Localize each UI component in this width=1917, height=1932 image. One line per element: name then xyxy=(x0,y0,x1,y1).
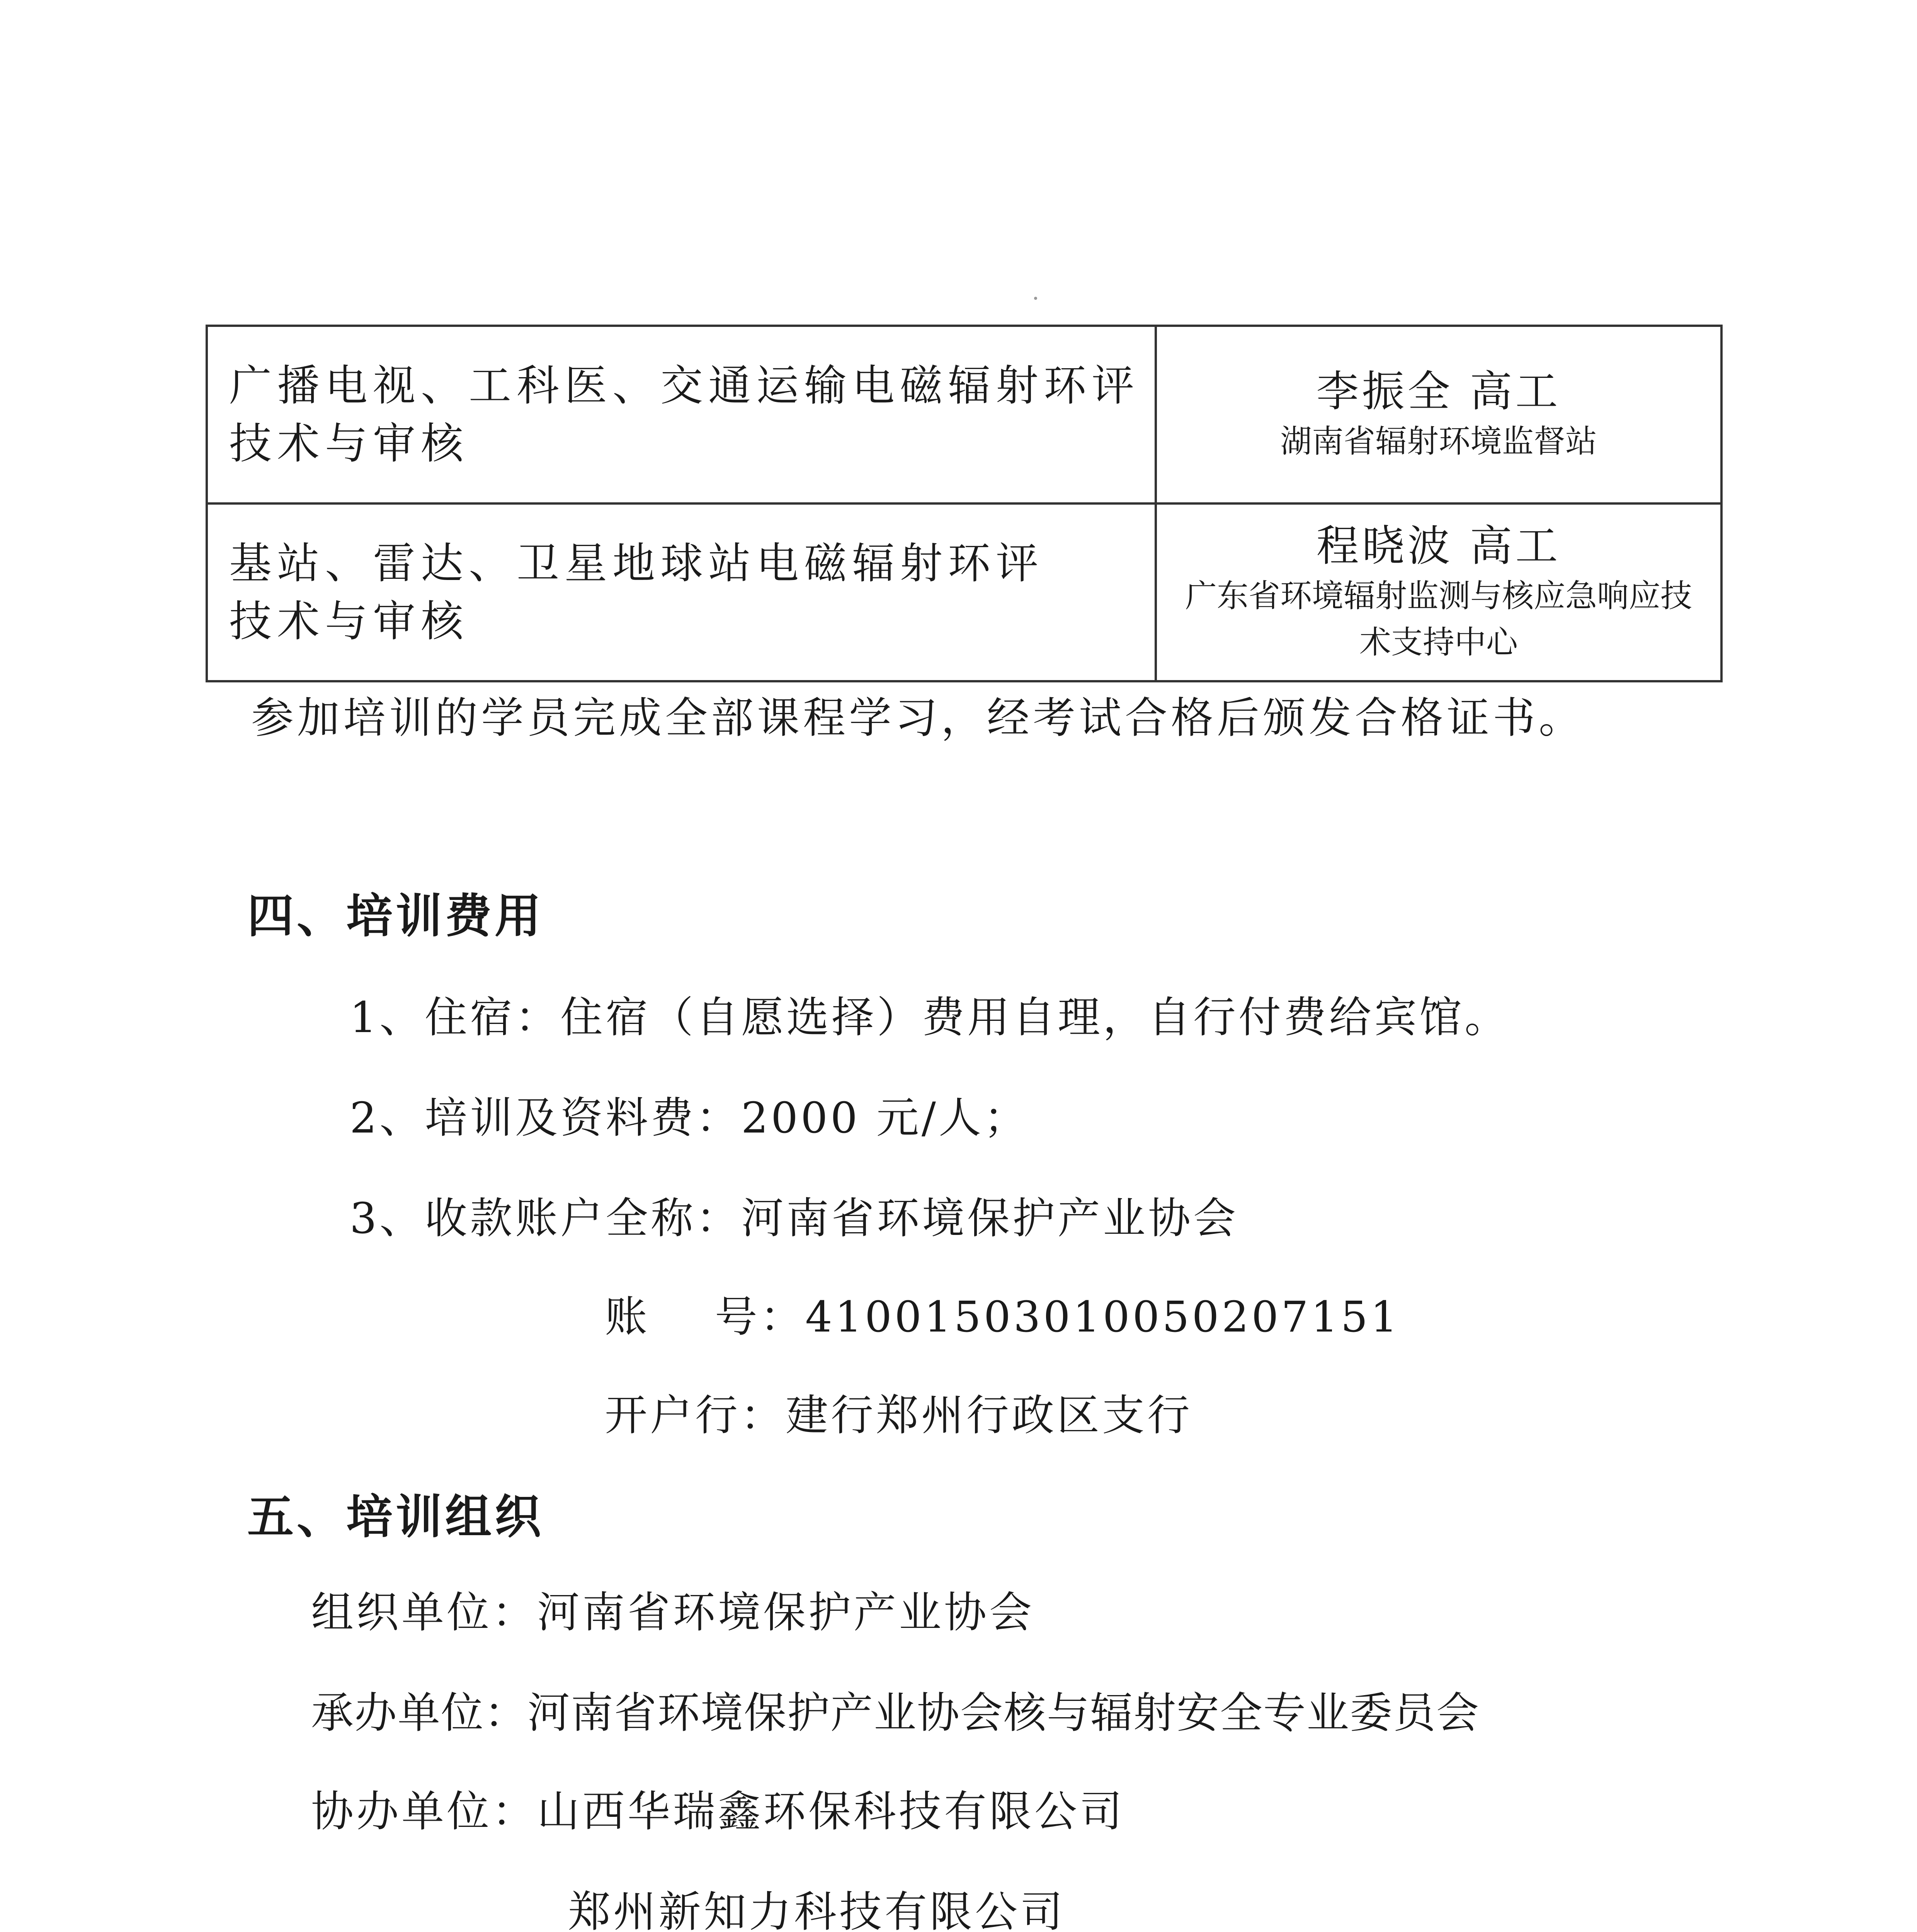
section-heading-fees: 四、培训费用 xyxy=(247,889,544,943)
section-heading-organization: 五、培训组织 xyxy=(247,1490,544,1544)
lecturer-name: 李振全 高工 xyxy=(1316,367,1561,416)
course-topic-line: 广播电视、工科医、交通运输电磁辐射环评 xyxy=(229,361,1140,410)
table-row xyxy=(207,503,1721,681)
certificate-note: 参加培训的学员完成全部课程学习，经考试合格后颁发合格证书。 xyxy=(251,693,1585,743)
lecturer-organization: 广东省环境辐射监测与核应急响应技术支持中心 xyxy=(1185,578,1692,661)
fee-bank: 开户行：建行郑州行政区支行 xyxy=(605,1391,1192,1440)
lecturer-name: 程晓波 高工 xyxy=(1316,521,1561,571)
lecturer-cell xyxy=(1156,326,1721,503)
co-organizer-unit: 郑州新知力科技有限公司 xyxy=(568,1887,1065,1932)
fee-item-training: 2、培训及资料费：2000 元/人； xyxy=(350,1093,1029,1143)
scan-speck xyxy=(1034,297,1037,300)
course-table xyxy=(206,325,1723,682)
lecturer-organization: 湖南省辐射环境监督站 xyxy=(1280,423,1597,460)
fee-account-number: 账 号：41001503010050207151 xyxy=(605,1292,1400,1342)
course-topic-cell xyxy=(207,326,1156,503)
course-topic-cell xyxy=(207,503,1156,681)
organizer-unit: 组织单位：河南省环境保护产业协会 xyxy=(311,1588,1034,1637)
table-row xyxy=(207,326,1721,503)
lecturer-cell xyxy=(1156,503,1721,681)
co-organizer-unit: 协办单位：山西华瑞鑫环保科技有限公司 xyxy=(311,1787,1125,1836)
course-topic-line: 基站、雷达、卫星地球站电磁辐射环评 xyxy=(229,539,1044,588)
undertaker-unit: 承办单位：河南省环境保护产业协会核与辐射安全专业委员会 xyxy=(311,1688,1480,1738)
course-topic-line: 技术与审核 xyxy=(229,419,469,468)
fee-item-accommodation: 1、住宿：住宿（自愿选择）费用自理，自行付费给宾馆。 xyxy=(350,993,1510,1042)
fee-item-account-name: 3、收款账户全称：河南省环境保护产业协会 xyxy=(350,1194,1238,1243)
course-topic-line: 技术与审核 xyxy=(229,597,469,646)
